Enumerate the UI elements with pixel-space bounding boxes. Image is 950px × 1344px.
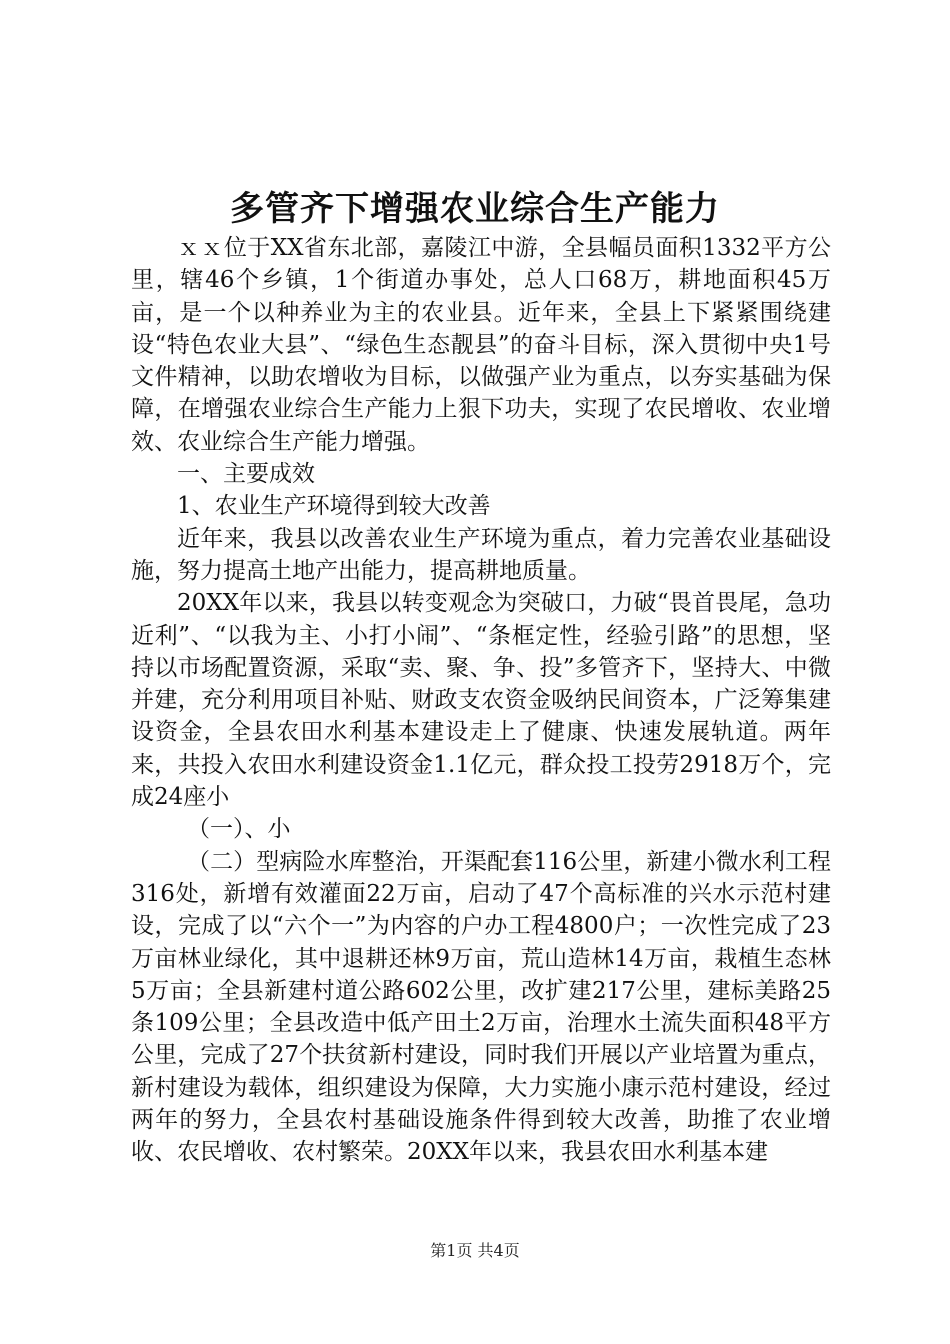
list-marker-paragraph: （一）、小: [187, 816, 291, 843]
section-heading: 一、主要成效: [177, 461, 315, 488]
page-footer: 第1页 共4页: [430, 1241, 520, 1260]
subsection-heading: 1、农业生产环境得到较大改善: [177, 493, 491, 520]
document-title: 多管齐下增强农业综合生产能力: [230, 189, 720, 229]
intro-paragraph: ｘｘ位于XX省东北部，嘉陵江中游，全县幅员面积1332平方公里，辖46个乡镇，1个街道办事处，总人口68万，耕地面积45万亩，是一个以种养业为主的农业县。近年来，全县上下紧紧围绕建设“特色农业大县”、“绿色生态靓县”的奋斗目标，深入贯彻中央1号文件精神，以助农增收为目标，以做强产业为重点，以夯实基础为保障，在增强农业综合生产能力上狠下功夫，实现了农民增收、农业增效、农业综合生产能力增强。: [131, 235, 831, 455]
body-paragraph: （二）型病险水库整治，开渠配套116公里，新建小微水利工程316处，新增有效灌面22万亩，启动了47个高标准的兴水示范村建设，完成了以“六个一”为内容的户办工程4800户；一次性完成了23万亩林业绿化，其中退耕还林9万亩，荒山造林14万亩，栽植生态林5万亩；全县新建村道公路602公里，改扩建217公里，建标美路25条109公里；全县改造中低产田土2万亩，治理水土流失面积48平方公里，完成了27个扶贫新村建设，同时我们开展以产业培置为重点，新村建设为载体，组织建设为保障，大力实施小康示范村建设，经过两年的努力，全县农村基础设施条件得到较大改善，助推了农业增收、农民增收、农村繁荣。20XX年以来，我县农田水利基本建: [131, 848, 831, 1166]
body-paragraph: 近年来，我县以改善农业生产环境为重点，着力完善农业基础设施，努力提高土地产出能力，提高耕地质量。: [131, 525, 831, 584]
body-paragraph: 20XX年以来，我县以转变观念为突破口，力破“畏首畏尾，急功近利”、“以我为主、小打小闹”、“条框定性，经验引路”的思想，坚持以市场配置资源，采取“卖、聚、争、投”多管齐下，坚持大、中微并建，充分利用项目补贴、财政支农资金吸纳民间资本，广泛筹集建设资金，全县农田水利基本建设走上了健康、快速发展轨道。两年来，共投入农田水利建设资金1.1亿元，群众投工投劳2918万个，完成24座小: [131, 590, 831, 811]
document-body: [131, 232, 831, 1169]
